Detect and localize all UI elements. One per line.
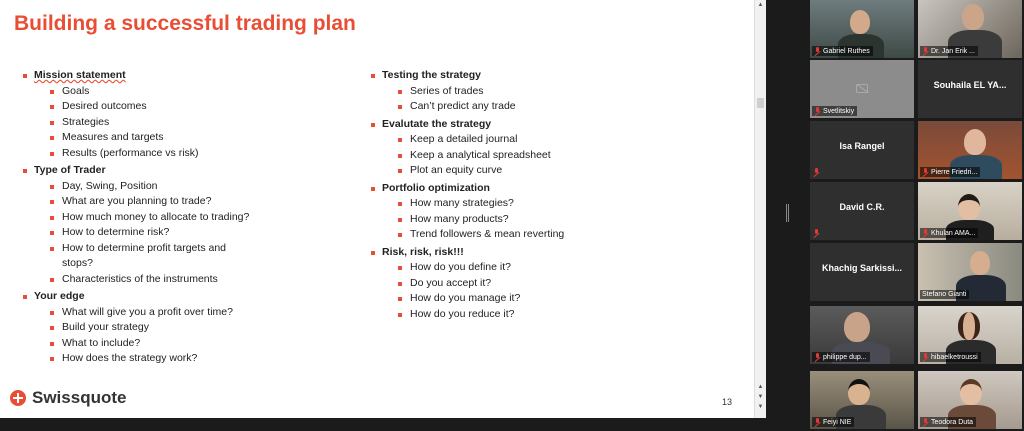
participant-tile[interactable] xyxy=(810,121,914,179)
mic-muted-icon xyxy=(814,353,821,361)
slide-page-number: 13 xyxy=(722,397,733,407)
participant-name: David C.R. xyxy=(839,202,885,212)
list-item: Keep a analytical spreadsheet xyxy=(398,148,700,164)
list-item: Desired outcomes xyxy=(50,99,352,115)
list-item: How does the strategy work? xyxy=(50,351,352,367)
mic-muted-icon xyxy=(922,418,929,426)
section-title: Risk, risk, risk!!! xyxy=(382,245,700,261)
panel-gutter xyxy=(766,0,810,431)
participant-face xyxy=(958,312,980,340)
participant-tile[interactable] xyxy=(918,306,1022,364)
mic-muted-icon xyxy=(813,229,820,237)
list-item: Strategies xyxy=(50,115,352,131)
list-item: What to include? xyxy=(50,336,352,352)
section-type-of-trader xyxy=(22,163,352,287)
participant-name: Khachig Sarkissi... xyxy=(821,263,903,273)
participant-face xyxy=(850,10,870,34)
mic-muted-icon xyxy=(814,47,821,55)
participant-tile[interactable] xyxy=(810,371,914,429)
participant-name-label xyxy=(920,352,981,362)
list-item: How to determine risk? xyxy=(50,225,352,241)
list-item: Trend followers & mean reverting xyxy=(398,227,700,243)
mic-muted-icon xyxy=(814,107,821,115)
scrollbar-thumb[interactable] xyxy=(757,98,764,108)
participant-tile-active-speaker[interactable] xyxy=(918,243,1022,301)
list-item: How do you define it? xyxy=(398,260,700,276)
participant-face xyxy=(964,129,986,155)
participant-tile[interactable] xyxy=(810,243,914,301)
list-item: Keep a detailed journal xyxy=(398,132,700,148)
section-mission xyxy=(22,68,352,161)
section-title: Testing the strategy xyxy=(382,68,700,84)
participant-tile[interactable] xyxy=(918,60,1022,118)
section-your-edge xyxy=(22,289,352,367)
scroll-up-icon[interactable]: ▲ xyxy=(757,2,764,8)
section-title: Mission statement xyxy=(34,68,352,84)
participant-name: Isa Rangel xyxy=(839,141,885,151)
participant-name-label xyxy=(920,167,980,177)
list-item: Do you accept it? xyxy=(398,276,700,292)
participant-name: Pierre Friedri... xyxy=(931,168,978,176)
participant-name-label xyxy=(812,106,857,116)
participant-name: philippe dup... xyxy=(823,353,867,361)
participant-name-label xyxy=(812,352,870,362)
mic-muted-icon xyxy=(922,168,929,176)
participant-tile[interactable] xyxy=(810,182,914,240)
slide-left-column xyxy=(22,66,352,367)
section-risk xyxy=(370,245,700,323)
slide-right-column xyxy=(370,66,700,322)
camera-off-icon xyxy=(856,84,868,93)
list-item: What will give you a profit over time? xyxy=(50,305,352,321)
participant-gallery xyxy=(810,0,1024,431)
participant-tile[interactable] xyxy=(810,60,914,118)
scroll-down-icon[interactable]: ▼ xyxy=(757,394,764,400)
list-item: How many products? xyxy=(398,212,700,228)
scroll-up-icon[interactable]: ▲ xyxy=(757,384,764,390)
list-item: How do you reduce it? xyxy=(398,307,700,323)
participant-face xyxy=(844,312,870,342)
slide-scrollbar[interactable] xyxy=(754,0,766,418)
list-item: Can’t predict any trade xyxy=(398,99,700,115)
list-item: Series of trades xyxy=(398,84,700,100)
participant-name-label xyxy=(920,290,969,299)
participant-tile[interactable] xyxy=(918,371,1022,429)
mic-muted-icon xyxy=(922,47,929,55)
section-title: Portfolio optimization xyxy=(382,181,700,197)
mic-muted-icon xyxy=(813,168,820,176)
participant-name-label xyxy=(920,417,976,427)
list-item: How do you manage it? xyxy=(398,291,700,307)
section-evaluate xyxy=(370,117,700,179)
mic-muted-icon xyxy=(922,229,929,237)
participant-name: Svetlitskiy xyxy=(823,107,855,115)
participant-tile[interactable] xyxy=(810,0,914,58)
participant-name: Souhaila EL YA... xyxy=(933,80,1007,90)
participant-tile[interactable] xyxy=(918,0,1022,58)
list-item: Build your strategy xyxy=(50,320,352,336)
list-item: Plot an equity curve xyxy=(398,163,700,179)
participant-name-label xyxy=(812,417,854,427)
participant-face xyxy=(962,4,984,30)
list-item: Results (performance vs risk) xyxy=(50,146,352,162)
section-testing xyxy=(370,68,700,115)
list-item: Characteristics of the instruments xyxy=(50,272,352,288)
list-item: Goals xyxy=(50,84,352,100)
panel-resize-handle[interactable] xyxy=(786,204,789,222)
participant-tile[interactable] xyxy=(918,121,1022,179)
mic-muted-icon xyxy=(814,418,821,426)
participant-face xyxy=(958,194,980,220)
section-title: Your edge xyxy=(34,289,352,305)
participant-name: Teodora Duta xyxy=(931,418,974,426)
list-item: How many strategies? xyxy=(398,196,700,212)
list-item: How to determine profit targets and stops? xyxy=(50,241,240,272)
participant-name: Feiyi NIE xyxy=(823,418,852,426)
bottom-strip xyxy=(0,418,766,431)
logo-text: Swissquote xyxy=(32,388,127,407)
participant-face xyxy=(970,251,990,275)
list-item: How much money to allocate to trading? xyxy=(50,210,352,226)
list-item: Day, Swing, Position xyxy=(50,179,352,195)
participant-name: Dr. Jan Erik ... xyxy=(931,47,975,55)
participant-name: Stefano Gianti xyxy=(922,291,967,298)
slide-title: Building a successful trading plan xyxy=(14,12,356,35)
participant-tile[interactable] xyxy=(810,306,914,364)
swissquote-logo-icon xyxy=(10,390,26,406)
section-portfolio xyxy=(370,181,700,243)
participant-name-label xyxy=(812,46,873,56)
section-title: Type of Trader xyxy=(34,163,352,179)
participant-face xyxy=(960,379,982,405)
list-item: Measures and targets xyxy=(50,130,352,146)
participant-face xyxy=(848,379,870,405)
participant-name-label xyxy=(920,228,978,238)
participant-name-label xyxy=(920,46,978,56)
participant-name: Khulan AMA... xyxy=(931,229,976,237)
list-item: What are you planning to trade? xyxy=(50,194,352,210)
participant-name: hibaelketroussi xyxy=(931,353,978,361)
section-title: Evalutate the strategy xyxy=(382,117,700,133)
scroll-down-icon[interactable]: ▼ xyxy=(757,404,764,410)
participant-name: Gabriel Ruthes xyxy=(823,47,870,55)
swissquote-logo xyxy=(10,388,126,408)
participant-tile[interactable] xyxy=(918,182,1022,240)
mic-muted-icon xyxy=(922,353,929,361)
